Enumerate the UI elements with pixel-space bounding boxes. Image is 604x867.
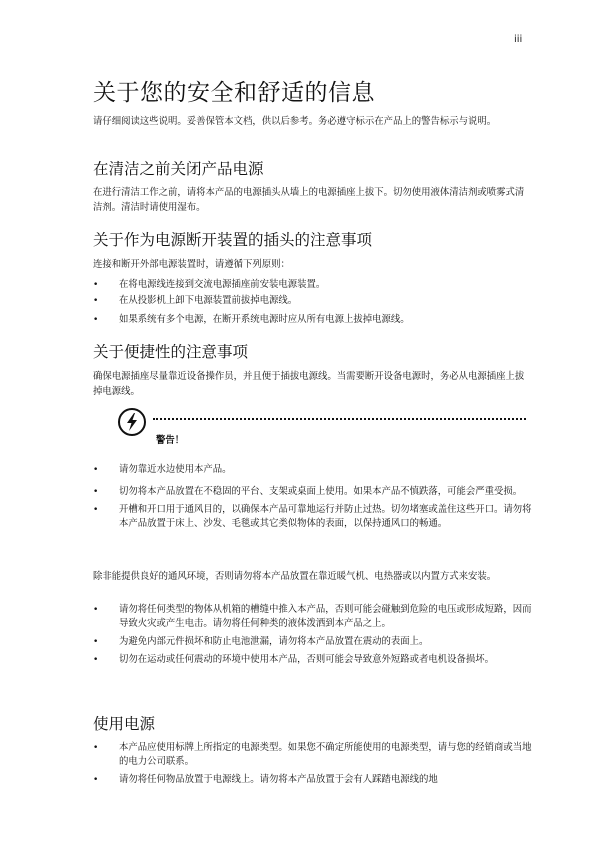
- section-heading-access: 关于便捷性的注意事项: [93, 343, 249, 361]
- section-heading-power: 使用电源: [93, 715, 156, 733]
- cleaning-paragraph: 在进行清洁工作之前，请将本产品的电源插头从墙上的电源插座上拔下。切勿使用液体清洁剂或喷雾式清洁剂。清洁时请使用湿布。: [93, 187, 525, 213]
- list-item: • 如果系统有多个电源，在断开系统电源时应从所有电源上拔掉电源线。: [93, 314, 410, 325]
- bullet-icon: •: [93, 487, 99, 497]
- list-item: • 请勿靠近水边使用本产品。: [93, 464, 232, 475]
- bullet-icon: •: [93, 505, 99, 515]
- lightning-bolt-icon: [124, 413, 140, 431]
- list-item: • 开槽和开口用于通风目的，以确保本产品可靠地运行并防止过热。切勿堵塞或盖住这些开口。请勿将本产品放置于床上、沙发、毛毯或其它类似物体的表面，以保持通风口的畅通。: [93, 504, 532, 529]
- list-item: • 请勿将任何物品放置于电源线上。请勿将本产品放置于会有人踩踏电源线的地: [93, 774, 438, 785]
- section-heading-plug: 关于作为电源断开装置的插头的注意事项: [93, 231, 373, 249]
- list-item: • 请勿将任何类型的物体从机箱的槽缝中推入本产品，否则可能会碰触到危险的电压或形成短路，因而导致火灾或产生电击。请勿将任何种类的液体泼洒到本产品之上。: [93, 604, 532, 629]
- list-item: • 在将电源线连接到交流电源插座前安装电源装置。: [93, 279, 326, 290]
- bullet-icon: •: [93, 637, 99, 647]
- bullet-icon: •: [93, 465, 99, 475]
- warning-label: 警告！: [156, 435, 185, 446]
- page-number: iii: [514, 34, 523, 45]
- list-item: • 在从投影机上卸下电源装置前拔掉电源线。: [93, 295, 298, 306]
- warning-divider: [153, 418, 526, 420]
- bullet-icon: •: [93, 605, 99, 615]
- bullet-icon: •: [93, 315, 99, 325]
- access-paragraph: 确保电源插座尽量靠近设备操作员，并且便于插拔电源线。当需要断开设备电源时，务必从电源插座上拔掉电源线。: [93, 371, 525, 397]
- access-bullet-list: [93, 463, 533, 531]
- bullet-icon: •: [93, 743, 99, 753]
- intro-paragraph: 请仔细阅读这些说明。妥善保管本文档，供以后参考。务必遵守标示在产品上的警告标示与说明。: [93, 116, 497, 127]
- list-item: • 本产品应使用标牌上所指定的电源类型。如果您不确定所能使用的电源类型，请与您的经销商或当地的电力公司联系。: [93, 742, 532, 767]
- lightning-bolt-warning-icon: [118, 408, 146, 436]
- access-bullet-list-2: [93, 603, 533, 667]
- power-bullet-list: [93, 741, 533, 787]
- bullet-icon: •: [93, 296, 99, 306]
- plug-paragraph: 连接和断开外部电源装置时，请遵循下列原则：: [93, 259, 290, 270]
- list-item: • 切勿在运动或任何震动的环境中使用本产品，否则可能会导致意外短路或者电机设备损坏。: [93, 654, 495, 665]
- plug-bullet-list: [93, 278, 533, 327]
- ventilation-paragraph: 除非能提供良好的通风环境，否则请勿将本产品放置在靠近暖气机、电热器或以内置方式来安装。: [93, 571, 497, 582]
- page-title: 关于您的安全和舒适的信息: [93, 80, 375, 106]
- list-item: • 为避免内部元件损坏和防止电池泄漏，请勿将本产品放置在震动的表面上。: [93, 636, 429, 647]
- section-heading-cleaning: 在清洁之前关闭产品电源: [93, 160, 264, 178]
- bullet-icon: •: [93, 775, 99, 785]
- bullet-icon: •: [93, 280, 99, 290]
- list-item: • 切勿将本产品放置在不稳固的平台、支架或桌面上使用。如果本产品不慎跌落，可能会严重受损。: [93, 486, 523, 497]
- bullet-icon: •: [93, 655, 99, 665]
